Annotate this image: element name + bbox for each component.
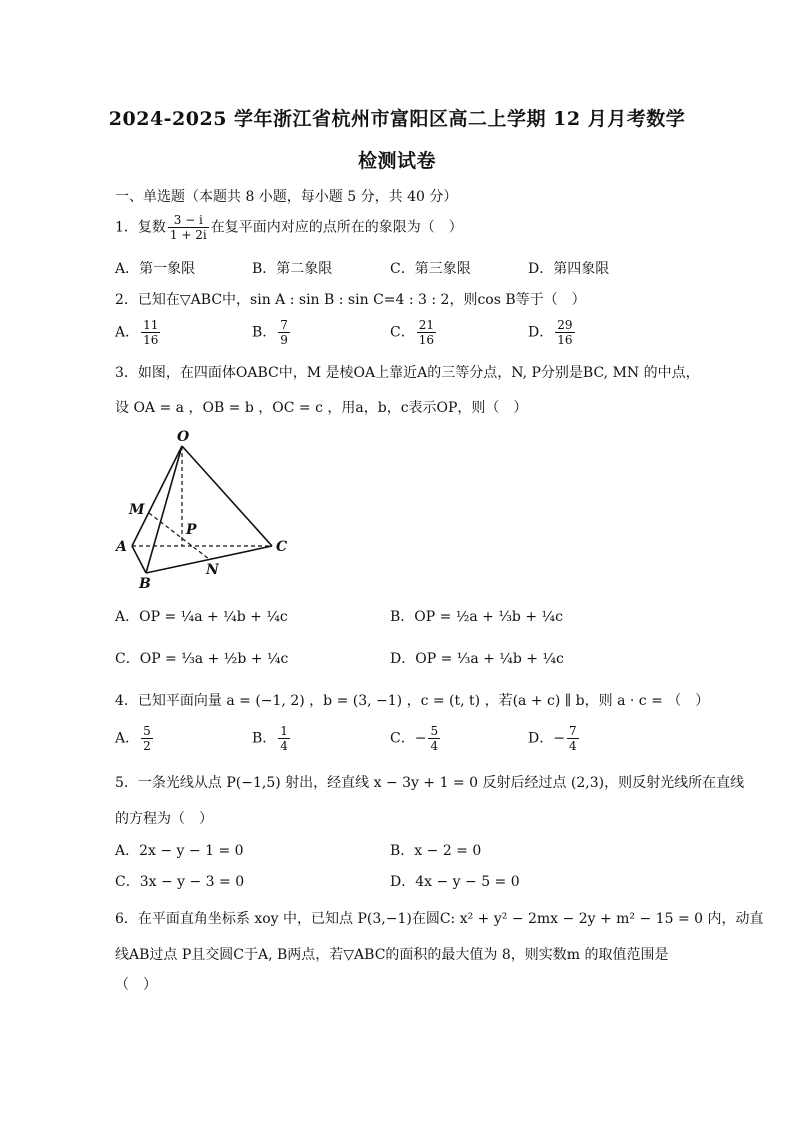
q4-option-a	[115, 724, 155, 753]
label-M: M	[129, 502, 145, 518]
q5-option-d: D．4x − y − 5 = 0	[390, 874, 520, 890]
q2-b-fraction	[278, 318, 290, 347]
label-O: O	[177, 429, 190, 445]
exam-title-line2: 检测试卷	[357, 150, 436, 172]
q4-option-b	[252, 724, 292, 753]
q3-option-b: B．OP = ½a + ⅓b + ¼c	[390, 609, 563, 625]
q1-option-a: A．第一象限	[115, 261, 196, 277]
q4-b-den: 4	[280, 739, 288, 753]
q2-a-fraction	[141, 318, 160, 347]
q2-a-num: 11	[143, 318, 159, 332]
q4-a-fraction	[141, 724, 153, 753]
q2-option-d	[528, 318, 577, 347]
q2-c-fraction	[417, 318, 436, 347]
q2-d-fraction	[555, 318, 574, 347]
q2-option-a	[115, 318, 162, 347]
question-5-line2: 的方程为（ ）	[115, 811, 213, 827]
q1-denominator: 1 + 2i	[169, 228, 207, 242]
segment-MN	[149, 513, 209, 559]
label-C: C	[276, 539, 288, 555]
q4-c-den: 4	[430, 739, 439, 753]
q4-b-num: 1	[280, 724, 288, 738]
q5-option-b: B．x − 2 = 0	[390, 843, 482, 859]
q4-d-den: 4	[568, 739, 577, 753]
q4-a-label: A．	[115, 730, 140, 747]
q4-b-label: B．	[252, 730, 277, 747]
label-N: N	[206, 562, 219, 578]
q2-d-num: 29	[557, 318, 573, 332]
q1-option-b: B．第二象限	[252, 261, 333, 277]
q1-text: 在复平面内对应的点所在的象限为（ ）	[210, 219, 463, 236]
question-6-line1: 6．在平面直角坐标系 xoy 中，已知点 P(3,−1)在圆C: x² + y² − 2mx − 2y + m² − 15 = 0 内，动直	[115, 911, 764, 927]
edge-AB	[132, 546, 146, 573]
q2-a-label: A．	[115, 324, 140, 341]
question-3-line2: 设 OA = a ，OB = b ，OC = c ，用a，b，c表示OP，则（ ）	[115, 400, 528, 416]
edge-OB	[146, 446, 182, 573]
exam-title-line1: 2024-2025 学年浙江省杭州市富阳区高二上学期 12 月月考数学	[108, 108, 686, 130]
q1-fraction	[168, 213, 209, 242]
question-6-line3: （ ）	[115, 977, 157, 993]
q2-d-den: 16	[557, 333, 573, 347]
question-4: 4．已知平面向量 a = (−1, 2) ，b = (3, −1) ，c = (t, t) ，若(a + c) ∥ b，则 a · c = （ ）	[115, 693, 710, 709]
q1-numerator: 3 − i	[168, 213, 209, 228]
question-2: 2．已知在▽ABC中，sin A : sin B : sin C=4 : 3 : 2，则cos B等于（ ）	[115, 292, 586, 308]
q2-option-b	[252, 318, 292, 347]
q4-c-label: C．	[390, 730, 415, 747]
section-heading: 一、单选题（本题共 8 小题，每小题 5 分，共 40 分）	[115, 189, 458, 205]
q4-a-num: 5	[143, 724, 151, 738]
q2-b-num: 7	[280, 318, 288, 332]
tetrahedron-figure	[112, 428, 302, 593]
q4-c-sign: −	[414, 730, 427, 747]
edge-OA	[132, 446, 182, 546]
q3-option-d: D．OP = ⅓a + ¼b + ¼c	[390, 651, 564, 667]
question-5-line1: 5．一条光线从点 P(−1,5) 射出，经直线 x − 3y + 1 = 0 反射后经过点 (2,3)，则反射光线所在直线	[115, 775, 745, 791]
q3-option-c: C．OP = ⅓a + ½b + ¼c	[115, 651, 289, 667]
q4-d-sign: −	[553, 730, 565, 747]
question-3-line1: 3．如图，在四面体OABC中，M 是棱OA上靠近A的三等分点，N, P分别是BC, MN 的中点，	[115, 365, 700, 381]
label-A: A	[116, 539, 127, 555]
label-P: P	[186, 522, 197, 538]
q2-a-den: 16	[143, 333, 159, 347]
q2-b-label: B．	[252, 324, 277, 341]
q2-c-den: 16	[418, 333, 434, 347]
q2-b-den: 9	[280, 333, 288, 347]
q4-c-num: 5	[430, 724, 439, 738]
q4-option-d	[528, 724, 581, 753]
label-B: B	[139, 576, 151, 592]
q4-d-label: D．	[528, 730, 554, 747]
q1-option-c: C．第三象限	[390, 261, 471, 277]
question-1	[115, 213, 463, 242]
q4-a-den: 2	[143, 739, 151, 753]
q2-option-c	[390, 318, 438, 347]
q5-option-c: C．3x − y − 3 = 0	[115, 874, 245, 890]
q3-option-a: A．OP = ¼a + ¼b + ¼c	[115, 609, 288, 625]
q4-d-num: 7	[568, 724, 577, 738]
q1-prefix: 1．复数	[115, 219, 166, 236]
q4-b-fraction	[278, 724, 290, 753]
q4-c-fraction	[428, 724, 440, 753]
q4-option-c	[390, 724, 442, 753]
question-6-line2: 线AB过点 P且交圆C于A, B两点，若▽ABC的面积的最大值为 8，则实数m 的取值范围是	[115, 947, 669, 963]
q2-c-label: C．	[390, 324, 415, 341]
q2-d-label: D．	[528, 324, 554, 341]
q5-option-a: A．2x − y − 1 = 0	[115, 843, 244, 859]
q1-option-d: D．第四象限	[528, 261, 610, 277]
q2-c-num: 21	[418, 318, 434, 332]
q4-d-fraction	[567, 724, 579, 753]
